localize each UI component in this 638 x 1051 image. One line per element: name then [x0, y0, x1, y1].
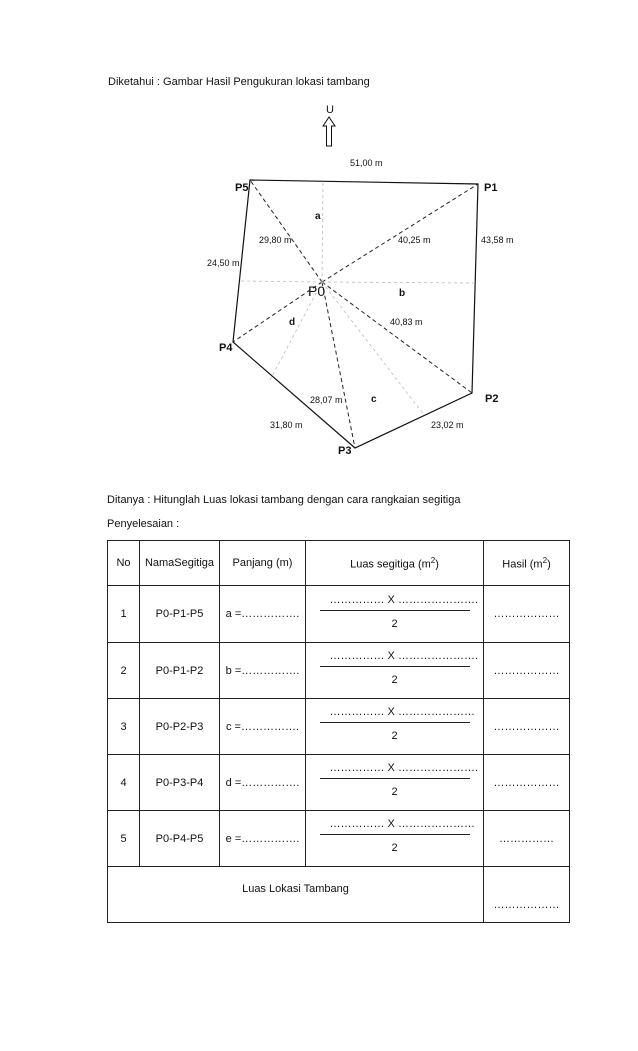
radial-p0-p5	[250, 180, 322, 282]
point-p2: P2	[485, 393, 499, 405]
row-formula	[306, 643, 484, 699]
edge-p1-p2-label: 43,58 m	[481, 235, 514, 245]
height-line-left	[239, 281, 322, 282]
formula-denominator: 2	[391, 617, 398, 630]
radial-p0-p2-label: 40,83 m	[390, 317, 423, 327]
point-p3: P3	[338, 445, 352, 457]
edge-p3-p4-label: 31,80 m	[270, 420, 303, 430]
height-d-label: d	[289, 317, 296, 328]
radial-p0-p2	[322, 282, 472, 393]
table-row	[108, 755, 570, 811]
row-formula	[306, 755, 484, 811]
row-result: ………………	[484, 586, 570, 643]
row-no: 4	[108, 755, 140, 811]
total-label-cell	[108, 867, 484, 923]
table-header-row	[108, 541, 570, 586]
col-result-header: Hasil $(m^2)$	[484, 541, 570, 586]
row-length: e =…………….	[220, 811, 306, 867]
row-formula	[306, 811, 484, 867]
row-triangle-name: P0-P2-P3	[140, 699, 220, 755]
edge-p2-p3-label: 23,02 m	[431, 420, 464, 430]
point-p1: P1	[484, 182, 498, 194]
col-no-header: No	[108, 541, 140, 586]
height-b-label: b	[399, 288, 406, 299]
point-p0: P0	[308, 283, 326, 299]
formula-numerator: …………… X ………………….	[329, 762, 479, 774]
row-triangle-name: P0-P4-P5	[140, 811, 220, 867]
row-triangle-name: P0-P1-P2	[140, 643, 220, 699]
radial-p0-p1	[322, 184, 478, 282]
col-name-header: NamaSegitiga	[140, 541, 220, 586]
table-row	[108, 811, 570, 867]
question-text: Ditanya : Hitunglah Luas lokasi tambang dengan cara rangkaian segitiga	[107, 494, 461, 506]
row-result: ………………	[484, 755, 570, 811]
row-length: c =…………….	[220, 699, 306, 755]
row-length: a =…………….	[220, 586, 306, 643]
formula-denominator: 2	[391, 842, 398, 854]
row-triangle-name: P0-P3-P4	[140, 755, 220, 811]
height-a-label: a	[315, 211, 321, 222]
row-length: b =…………….	[220, 643, 306, 699]
formula-denominator: 2	[391, 786, 398, 798]
formula-numerator: …………… X …………………	[329, 818, 475, 830]
table-row	[108, 699, 570, 755]
row-triangle-name: P0-P1-P5	[140, 586, 220, 643]
table-total-row	[108, 867, 570, 923]
total-label: Luas Lokasi Tambang	[242, 883, 349, 895]
row-no: 5	[108, 811, 140, 867]
radial-p0-p5-label: 29,80 m	[259, 235, 292, 245]
triangle-table	[107, 540, 570, 923]
row-formula	[306, 586, 484, 643]
north-label: U	[326, 104, 334, 116]
height-line-b	[322, 282, 476, 283]
radial-p0-p1-label: 40,25 m	[398, 235, 431, 245]
point-p4: P4	[219, 342, 233, 354]
edge-p4-p5-label: 24,50 m	[207, 258, 240, 268]
table-row	[108, 586, 570, 643]
formula-numerator: …………… X ………………….	[329, 650, 479, 662]
formula-denominator: 2	[391, 730, 398, 742]
row-result: ……………	[484, 811, 570, 867]
col-area-header: Luas segitiga $(m^2)$	[306, 541, 484, 586]
row-no: 3	[108, 699, 140, 755]
col-length-header: Panjang (m)	[220, 541, 306, 586]
total-value-cell	[484, 867, 570, 923]
row-result: ………………	[484, 643, 570, 699]
radial-p0-p3-label: 28,07 m	[310, 395, 343, 405]
point-p5: P5	[235, 182, 249, 194]
given-text: Diketahui : Gambar Hasil Pengukuran lokasi tambang	[108, 76, 370, 88]
formula-numerator: …………… X …………………	[329, 706, 475, 718]
row-no: 1	[108, 586, 140, 643]
height-c-label: c	[371, 394, 377, 405]
mine-survey-diagram	[0, 0, 638, 470]
north-arrow-icon	[323, 117, 335, 146]
formula-denominator: 2	[391, 674, 398, 686]
mine-boundary	[233, 180, 478, 448]
row-result: ………………	[484, 699, 570, 755]
row-length: d =…………….	[220, 755, 306, 811]
table-row	[108, 643, 570, 699]
total-value: ………………	[493, 899, 560, 911]
formula-numerator: …………… X ………………….	[329, 593, 479, 606]
edge-p5-p1-label: 51,00 m	[350, 158, 383, 168]
row-formula	[306, 699, 484, 755]
height-line-a	[322, 182, 323, 282]
solution-label: Penyelesaian :	[107, 518, 180, 530]
row-no: 2	[108, 643, 140, 699]
